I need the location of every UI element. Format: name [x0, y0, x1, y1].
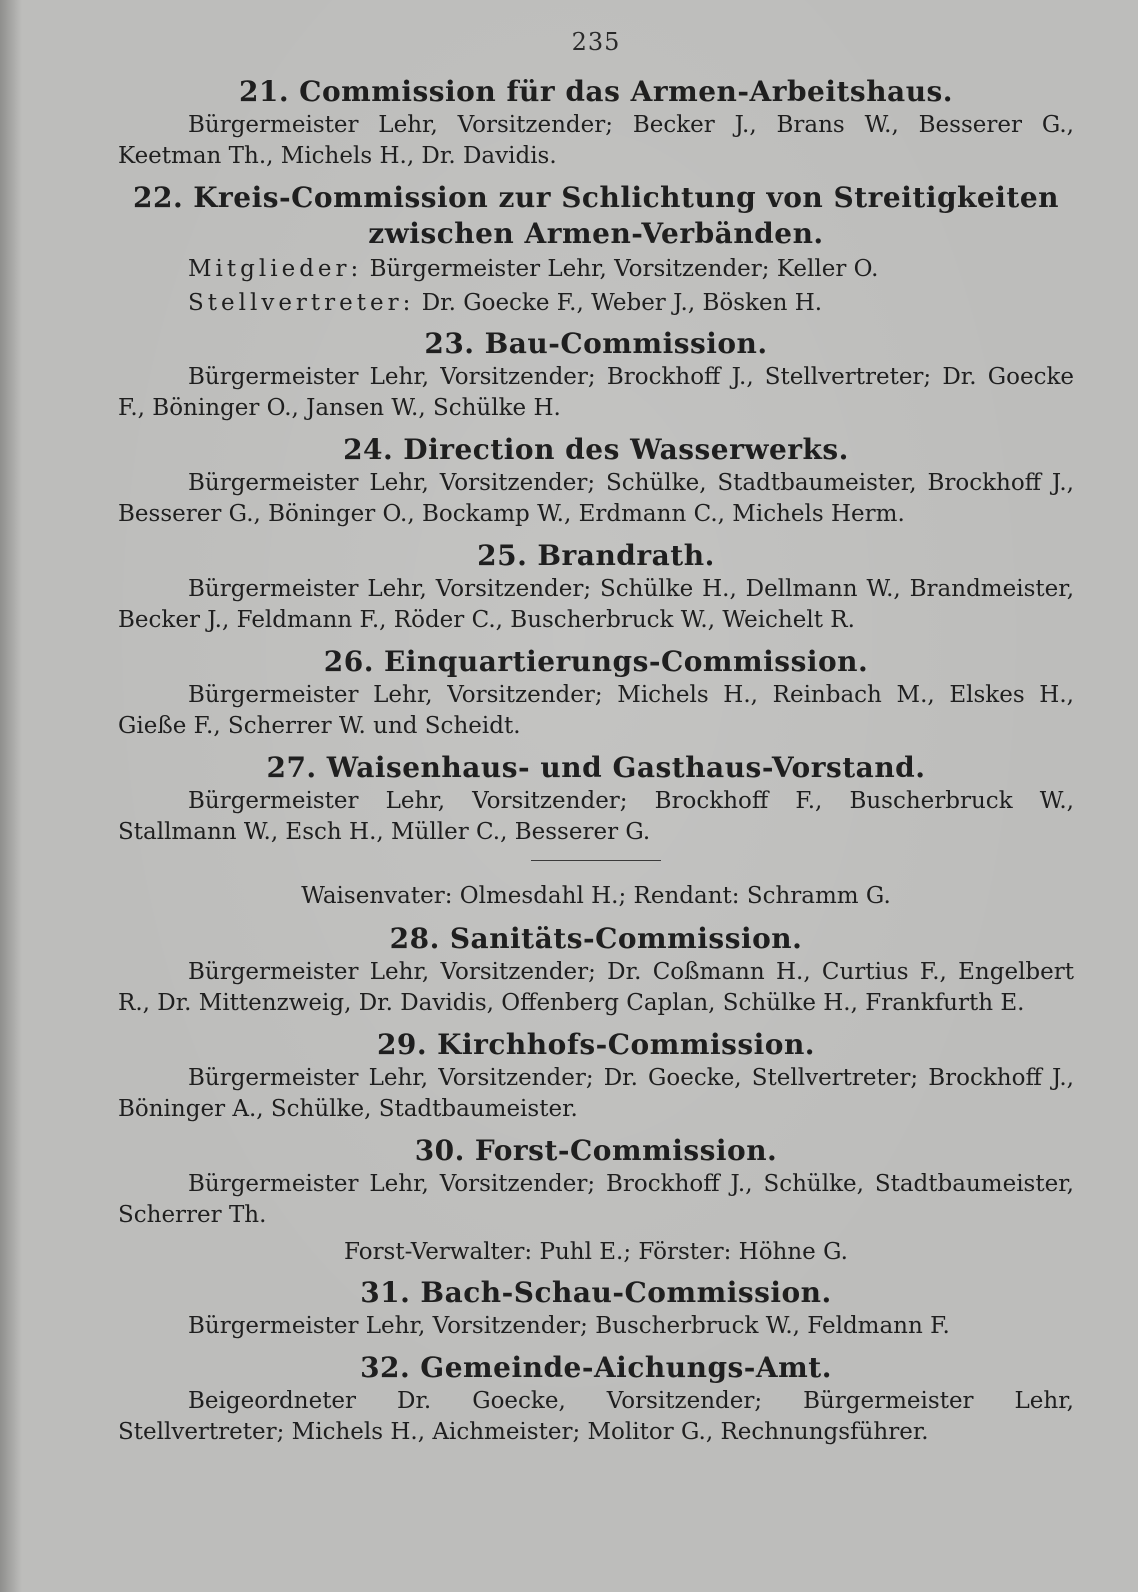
- section-heading: [118, 1275, 1074, 1311]
- section-extra-line: Waisenvater: Olmesdahl H.; Rendant: Schramm G.: [301, 883, 891, 909]
- section-32: [118, 1350, 1074, 1448]
- section-number: 26.: [323, 645, 374, 678]
- members-text: Bürgermeister Lehr, Vorsitzender; Keller O.: [369, 256, 879, 282]
- section-title: Bach-Schau-Commission.: [420, 1276, 832, 1309]
- members-line: [188, 252, 1074, 286]
- section-heading: [118, 432, 1074, 468]
- section-title-line-2: zwischen Armen-Verbänden.: [368, 217, 824, 250]
- section-title: Brandrath.: [537, 539, 715, 572]
- section-text: Bürgermeister Lehr, Vorsitzender; Brockhoff J., Schülke, Stadtbaumeister, Scherrer Th.: [118, 1171, 1074, 1228]
- section-title: Bau-Commission.: [484, 327, 768, 360]
- deputies-label: Stellvertreter:: [188, 290, 415, 316]
- separator-rule: [531, 860, 661, 861]
- section-text: Bürgermeister Lehr, Vorsitzender; Brockhoff J., Stellvertreter; Dr. Goecke F., Böninger O., Jansen W., Schülke H.: [118, 364, 1074, 421]
- section-title: Waisenhaus- und Gasthaus-Vorstand.: [326, 751, 926, 784]
- section-title: Kirchhofs-Commission.: [437, 1028, 816, 1061]
- section-number: 23.: [424, 327, 475, 360]
- section-text: Bürgermeister Lehr, Vorsitzender; Becker J., Brans W., Besserer G., Keetman Th., Michels H., Dr. Davidis.: [118, 112, 1074, 169]
- section-extra-line: Forst-Verwalter: Puhl E.; Förster: Höhne G.: [344, 1239, 848, 1265]
- section-text: Bürgermeister Lehr, Vorsitzender; Brockhoff F., Buscherbruck W., Stallmann W., Esch H., Müller C., Besserer G.: [118, 788, 1074, 845]
- section-heading: [118, 644, 1074, 680]
- section-29: [118, 1027, 1074, 1125]
- page-number: 235: [571, 28, 621, 56]
- members-label: Mitglieder:: [188, 256, 363, 282]
- section-number: 24.: [343, 433, 394, 466]
- section-number: 32.: [360, 1351, 411, 1384]
- section-27: [118, 750, 1074, 913]
- section-number: 25.: [477, 539, 528, 572]
- section-number: 31.: [360, 1276, 411, 1309]
- section-heading: [118, 326, 1074, 362]
- section-22: [118, 180, 1074, 320]
- section-heading: [118, 921, 1074, 957]
- section-31: [118, 1275, 1074, 1342]
- section-number: 28.: [389, 922, 440, 955]
- deputies-text: Dr. Goecke F., Weber J., Bösken H.: [421, 290, 823, 316]
- section-title: Forst-Commission.: [474, 1134, 778, 1167]
- section-23: [118, 326, 1074, 424]
- section-24: [118, 432, 1074, 530]
- section-heading: [118, 180, 1074, 216]
- section-title: Direction des Wasserwerks.: [403, 433, 849, 466]
- section-number: 29.: [376, 1028, 428, 1061]
- section-number: 21.: [238, 75, 290, 108]
- section-30: [118, 1133, 1074, 1269]
- section-25: [118, 538, 1074, 636]
- section-text: Bürgermeister Lehr, Vorsitzender; Michels H., Reinbach M., Elskes H., Gieße F., Scherrer W. und Scheidt.: [118, 682, 1074, 739]
- section-number: 30.: [414, 1134, 465, 1167]
- section-heading: [118, 74, 1074, 110]
- section-text: Bürgermeister Lehr, Vorsitzender; Dr. Coßmann H., Curtius F., Engelbert R., Dr. Mittenzweig, Dr. Davidis, Offenberg Caplan, Schülke H., Frankfurth E.: [118, 959, 1074, 1016]
- section-text: Bürgermeister Lehr, Vorsitzender; Buscherbruck W., Feldmann F.: [188, 1313, 950, 1339]
- section-text: Bürgermeister Lehr, Vorsitzender; Schülke, Stadtbaumeister, Brockhoff J., Besserer G., Böninger O., Bockamp W., Erdmann C., Michels Herm.: [118, 470, 1074, 527]
- section-number: 22.: [133, 181, 184, 214]
- section-heading: [118, 1350, 1074, 1386]
- section-text: Bürgermeister Lehr, Vorsitzender; Schülke H., Dellmann W., Brandmeister, Becker J., Feldmann F., Röder C., Buscherbruck W., Weichelt R.: [118, 576, 1074, 633]
- deputies-line: [188, 286, 1074, 320]
- section-number: 27.: [266, 751, 317, 784]
- section-28: [118, 921, 1074, 1019]
- section-heading: [118, 750, 1074, 786]
- page-edge-shadow: [0, 0, 22, 1592]
- section-21: [118, 74, 1074, 172]
- section-text: Beigeordneter Dr. Goecke, Vorsitzender; Bürgermeister Lehr, Stellvertreter; Michels H., Aichmeister; Molitor G., Rechnungsführer.: [118, 1388, 1074, 1445]
- section-26: [118, 644, 1074, 742]
- section-title: Einquartierungs-Commission.: [383, 645, 869, 678]
- section-title: Gemeinde-Aichungs-Amt.: [420, 1351, 832, 1384]
- section-title: Sanitäts-Commission.: [449, 922, 803, 955]
- section-title: Kreis-Commission zur Schlichtung von Streitigkeiten: [193, 181, 1059, 214]
- section-text: Bürgermeister Lehr, Vorsitzender; Dr. Goecke, Stellvertreter; Brockhoff J., Böninger A., Schülke, Stadtbaumeister.: [118, 1065, 1074, 1122]
- section-heading: [118, 538, 1074, 574]
- section-title: Commission für das Armen-Arbeitshaus.: [299, 75, 954, 108]
- section-heading: [118, 1133, 1074, 1169]
- section-heading: [118, 1027, 1074, 1063]
